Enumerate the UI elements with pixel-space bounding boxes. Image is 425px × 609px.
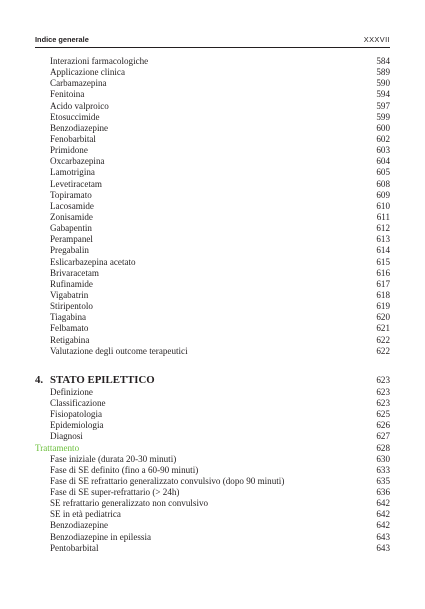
toc-entry-label: Retigabina bbox=[50, 334, 90, 345]
toc-entry-page: 633 bbox=[376, 464, 390, 475]
toc-chapter-heading[interactable] bbox=[35, 374, 390, 387]
toc-entry[interactable] bbox=[35, 312, 390, 323]
toc-entry-label: Fenitoina bbox=[50, 89, 85, 100]
toc-entry-label: Acido valproico bbox=[50, 100, 109, 111]
toc-entry-page: 616 bbox=[376, 267, 390, 278]
toc-entry-label: Eslicarbazepina acetato bbox=[50, 256, 136, 267]
toc-entry[interactable] bbox=[35, 101, 390, 112]
toc-entry-page: 584 bbox=[376, 56, 390, 66]
toc-entry-page: 642 bbox=[376, 498, 390, 509]
toc-entry-page: 615 bbox=[376, 256, 390, 267]
toc-entry[interactable] bbox=[35, 520, 390, 531]
toc-entry-page: 590 bbox=[376, 78, 390, 89]
toc-entry[interactable] bbox=[35, 89, 390, 100]
toc-entry-page: 612 bbox=[376, 223, 390, 234]
toc-entry[interactable] bbox=[35, 476, 390, 487]
toc-entry[interactable] bbox=[35, 145, 390, 156]
section-page: 628 bbox=[376, 442, 390, 453]
toc-entry-page: 621 bbox=[376, 323, 390, 334]
toc-entry-label: Carbamazepina bbox=[50, 78, 107, 89]
toc-entry[interactable] bbox=[35, 398, 390, 409]
toc-entry-label: Fase di SE super-refrattario (> 24h) bbox=[50, 487, 180, 498]
toc-entry[interactable] bbox=[35, 123, 390, 134]
toc-list-chapter bbox=[35, 387, 390, 443]
toc-entry-page: 602 bbox=[376, 133, 390, 144]
toc-entry[interactable] bbox=[35, 509, 390, 520]
toc-entry[interactable] bbox=[35, 212, 390, 223]
toc-entry[interactable] bbox=[35, 279, 390, 290]
toc-entry[interactable] bbox=[35, 134, 390, 145]
toc-entry-label: Classificazione bbox=[50, 397, 106, 408]
toc-entry-label: Definizione bbox=[50, 386, 93, 397]
toc-entry[interactable] bbox=[35, 290, 390, 301]
toc-entry-label: Felbamato bbox=[50, 323, 89, 334]
toc-entry-page: 635 bbox=[376, 475, 390, 486]
toc-entry-label: Zonisamide bbox=[50, 211, 93, 222]
toc-entry[interactable] bbox=[35, 245, 390, 256]
chapter-number: 4. bbox=[35, 373, 44, 386]
toc-entry-label: Fase iniziale (durata 20-30 minuti) bbox=[50, 453, 177, 464]
toc-entry-label: Benzodiazepine bbox=[50, 520, 109, 531]
toc-entry[interactable] bbox=[35, 465, 390, 476]
toc-entry-page: 622 bbox=[376, 345, 390, 356]
toc-entry[interactable] bbox=[35, 268, 390, 279]
toc-entry-label: Diagnosi bbox=[50, 431, 83, 442]
toc-entry-label: Valutazione degli outcome terapeutici bbox=[50, 345, 188, 356]
toc-entry[interactable] bbox=[35, 301, 390, 312]
toc-entry-label: Lacosamide bbox=[50, 200, 94, 211]
toc-entry[interactable] bbox=[35, 420, 390, 431]
toc-entry-page: 594 bbox=[376, 89, 390, 100]
toc-entry[interactable] bbox=[35, 532, 390, 543]
toc-entry-label: Levetiracetam bbox=[50, 178, 103, 189]
toc-entry-page: 627 bbox=[376, 431, 390, 442]
toc-entry-page: 600 bbox=[376, 122, 390, 133]
toc-entry[interactable] bbox=[35, 156, 390, 167]
toc-entry-label: Benzodiazepine bbox=[50, 122, 109, 133]
toc-entry-page: 614 bbox=[376, 245, 390, 256]
toc-entry-page: 609 bbox=[376, 189, 390, 200]
running-header bbox=[35, 35, 390, 48]
toc-entry-label: Perampanel bbox=[50, 234, 93, 245]
toc-entry-page: 642 bbox=[376, 520, 390, 531]
toc-entry[interactable] bbox=[35, 56, 390, 67]
toc-list-pharmacology bbox=[35, 56, 390, 357]
toc-entry[interactable] bbox=[35, 190, 390, 201]
toc-entry-page: 611 bbox=[376, 211, 390, 222]
toc-entry-label: Topiramato bbox=[50, 189, 92, 200]
section-title: Trattamento bbox=[35, 442, 80, 453]
header-title: Indice generale bbox=[35, 35, 89, 44]
toc-entry-page: 626 bbox=[376, 420, 390, 431]
toc-entry-page: 608 bbox=[376, 178, 390, 189]
toc-entry-label: SE in età pediatrica bbox=[50, 509, 121, 520]
header-page-number: XXXVII bbox=[363, 35, 390, 44]
toc-entry-label: Etosuccimide bbox=[50, 111, 100, 122]
toc-entry-label: Fenobarbital bbox=[50, 133, 96, 144]
toc-entry[interactable] bbox=[35, 167, 390, 178]
toc-entry-page: 619 bbox=[376, 301, 390, 312]
toc-entry-page: 603 bbox=[376, 145, 390, 156]
toc-entry-label: Epidemiologia bbox=[50, 420, 104, 431]
toc-entry-page: 625 bbox=[376, 409, 390, 420]
toc-entry-label: Rufinamide bbox=[50, 278, 93, 289]
toc-entry-page: 617 bbox=[376, 278, 390, 289]
toc-entry[interactable] bbox=[35, 179, 390, 190]
toc-entry-label: Interazioni farmacologiche bbox=[50, 56, 149, 66]
toc-entry-page: 589 bbox=[376, 67, 390, 78]
toc-entry[interactable] bbox=[35, 431, 390, 442]
toc-entry-label: Primidone bbox=[50, 145, 88, 156]
toc-entry[interactable] bbox=[35, 454, 390, 465]
toc-entry[interactable] bbox=[35, 387, 390, 398]
toc-entry[interactable] bbox=[35, 487, 390, 498]
toc-entry-label: Oxcarbazepina bbox=[50, 156, 105, 167]
toc-list-treatment bbox=[35, 454, 390, 554]
toc-entry-page: 622 bbox=[376, 334, 390, 345]
toc-entry-page: 618 bbox=[376, 289, 390, 300]
toc-entry-label: Brivaracetam bbox=[50, 267, 99, 278]
toc-entry-page: 599 bbox=[376, 111, 390, 122]
toc-entry[interactable] bbox=[35, 323, 390, 334]
toc-entry[interactable] bbox=[35, 257, 390, 268]
toc-entry-page: 642 bbox=[376, 509, 390, 520]
toc-entry-label: Benzodiazepine in epilessia bbox=[50, 531, 152, 542]
toc-entry[interactable] bbox=[35, 234, 390, 245]
toc-entry-page: 620 bbox=[376, 312, 390, 323]
toc-entry-page: 643 bbox=[376, 531, 390, 542]
toc-entry[interactable] bbox=[35, 67, 390, 78]
toc-entry[interactable] bbox=[35, 335, 390, 346]
toc-entry-page: 623 bbox=[376, 386, 390, 397]
toc-entry[interactable] bbox=[35, 409, 390, 420]
toc-entry-page: 643 bbox=[376, 542, 390, 553]
toc-entry-label: Tiagabina bbox=[50, 312, 87, 323]
table-of-contents bbox=[35, 56, 390, 554]
toc-entry-label: Vigabatrin bbox=[50, 289, 89, 300]
toc-entry-page: 610 bbox=[376, 200, 390, 211]
toc-entry-label: Fase di SE refrattario generalizzato convulsivo (dopo 90 minuti) bbox=[50, 475, 285, 486]
toc-entry-label: Stiripentolo bbox=[50, 301, 93, 312]
toc-entry[interactable] bbox=[35, 543, 390, 554]
toc-entry-page: 604 bbox=[376, 156, 390, 167]
chapter-page: 623 bbox=[376, 374, 390, 385]
toc-entry-page: 597 bbox=[376, 100, 390, 111]
toc-entry[interactable] bbox=[35, 223, 390, 234]
toc-entry-label: Gabapentin bbox=[50, 223, 92, 234]
toc-entry-label: Fase di SE definito (fino a 60-90 minuti) bbox=[50, 464, 199, 475]
toc-entry-page: 613 bbox=[376, 234, 390, 245]
toc-entry-label: Pentobarbital bbox=[50, 542, 99, 553]
toc-entry[interactable] bbox=[35, 346, 390, 357]
toc-entry-page: 630 bbox=[376, 453, 390, 464]
toc-section-heading[interactable] bbox=[35, 443, 390, 454]
chapter-title: STATO EPILETTICO bbox=[50, 373, 155, 386]
toc-entry[interactable] bbox=[35, 498, 390, 509]
toc-entry-label: Lamotrigina bbox=[50, 167, 95, 178]
toc-entry-label: Pregabalin bbox=[50, 245, 89, 256]
toc-entry[interactable] bbox=[35, 201, 390, 212]
toc-entry[interactable] bbox=[35, 78, 390, 89]
toc-entry-label: Fisiopatologia bbox=[50, 409, 103, 420]
toc-entry-label: Applicazione clinica bbox=[50, 67, 125, 78]
toc-entry[interactable] bbox=[35, 112, 390, 123]
toc-entry-page: 636 bbox=[376, 487, 390, 498]
toc-entry-page: 623 bbox=[376, 397, 390, 408]
toc-entry-label: SE refrattario generalizzato non convulsivo bbox=[50, 498, 209, 509]
toc-entry-page: 605 bbox=[376, 167, 390, 178]
